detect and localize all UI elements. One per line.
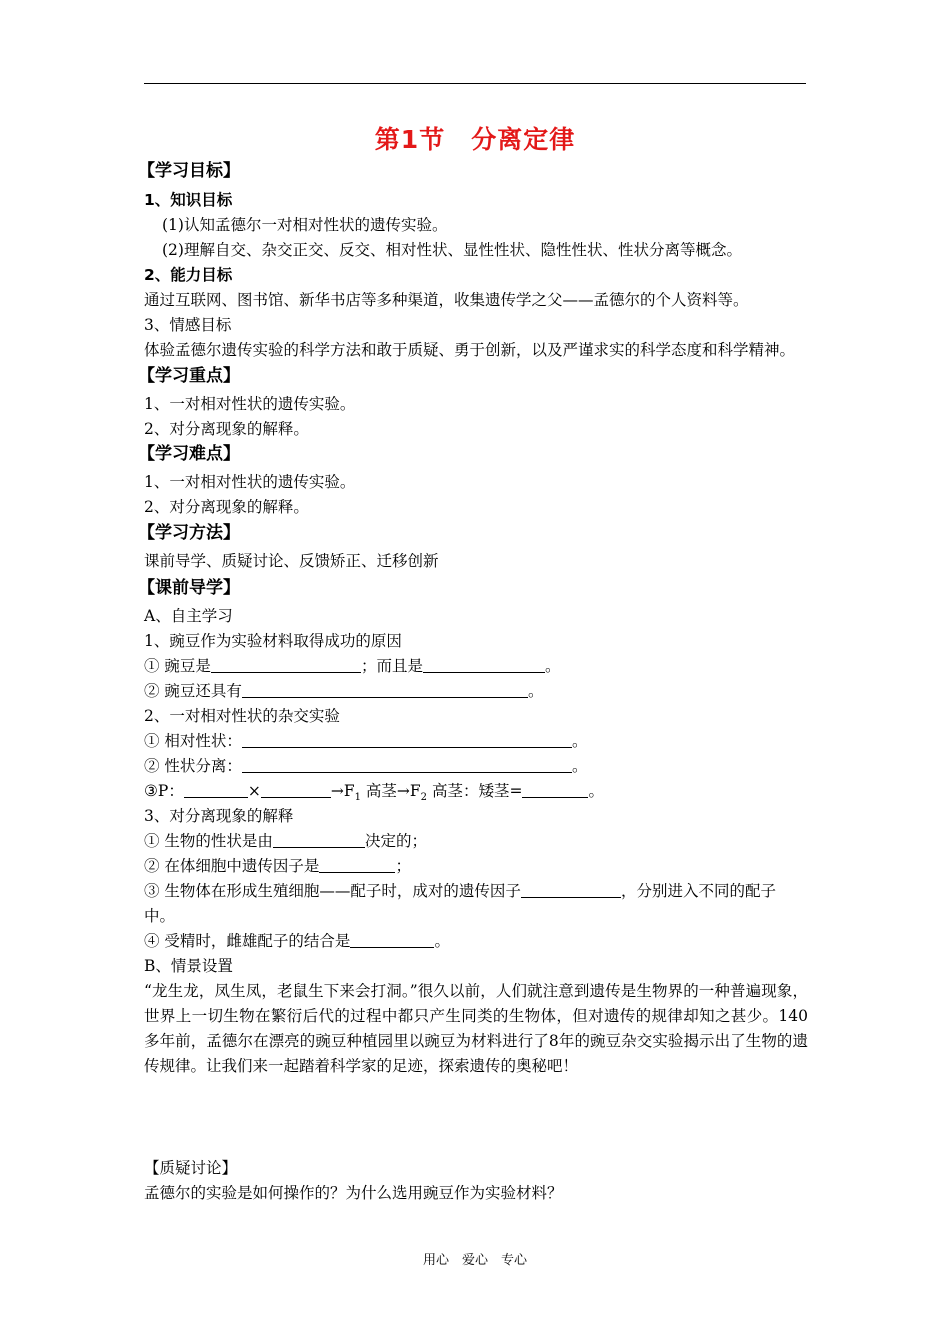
question-1b: ② 豌豆还具有 。 (144, 682, 544, 700)
question-2b: ② 性状分离： 。 (144, 757, 588, 775)
ability-goal-heading: 2、能力目标 (144, 266, 233, 284)
answer-blank[interactable] (521, 882, 621, 898)
question-3a: ① 生物的性状是由 决定的； (144, 832, 427, 850)
difficulty-2: 2、对分离现象的解释。 (144, 498, 309, 516)
key-points-heading: 【学习重点】 (138, 366, 240, 386)
answer-blank[interactable] (319, 857, 395, 873)
question-2c: ③P： × $\to F_1$ 高茎$\to F_2$ 高茎：矮茎= 。 (144, 782, 604, 804)
answer-blank[interactable] (184, 782, 248, 798)
answer-blank[interactable] (350, 932, 434, 948)
methods-heading: 【学习方法】 (138, 523, 240, 543)
preview-heading: 【课前导学】 (138, 578, 240, 598)
answer-blank[interactable] (211, 657, 361, 673)
key-point-1: 1、一对相对性状的遗传实验。 (144, 395, 356, 413)
knowledge-goal-1: (1)认知孟德尔一对相对性状的遗传实验。 (162, 216, 448, 234)
question-3b: ② 在体细胞中遗传因子是 ； (144, 857, 411, 875)
knowledge-goal-heading: 1、知识目标 (144, 191, 233, 209)
discussion-heading: 【质疑讨论】 (144, 1159, 238, 1177)
answer-blank[interactable] (273, 832, 365, 848)
scenario-paragraph: “龙生龙，凤生凤，老鼠生下来会打洞。”很久以前，人们就注意到遗传是生物界的一种普遍现象，世界上一切生物在繁衍后代的过程中都只产生同类的生物体，但对遗传的规律却知之甚少。140多年前，孟德尔在漂亮的豌豆种植园里以豌豆为材料进行了8年的豌豆杂交实验揭示出了生物的遗传规律。让我们来一起踏着科学家的足迹，探索遗传的奥秘吧！ (144, 982, 808, 1075)
key-point-2: 2、对分离现象的解释。 (144, 420, 309, 438)
answer-blank[interactable] (242, 732, 572, 748)
goals-heading: 【学习目标】 (138, 161, 240, 181)
scenario-heading: B、情景设置 (144, 957, 233, 975)
difficulty-1: 1、一对相对性状的遗传实验。 (144, 473, 356, 491)
emotion-goal-heading: 3、情感目标 (144, 316, 232, 334)
question-1: 1、豌豆作为实验材料取得成功的原因 (144, 632, 402, 650)
difficulties-heading: 【学习难点】 (138, 444, 240, 464)
question-3d: ④ 受精时，雌雄配子的结合是 。 (144, 932, 450, 950)
answer-blank[interactable] (261, 782, 331, 798)
question-3: 3、对分离现象的解释 (144, 807, 294, 825)
answer-blank[interactable] (242, 682, 528, 698)
question-3c-continued: 中。 (144, 907, 176, 925)
discussion-question: 孟德尔的实验是如何操作的？为什么选用豌豆作为实验材料？ (144, 1184, 563, 1202)
answer-blank[interactable] (423, 657, 545, 673)
answer-blank[interactable] (242, 757, 572, 773)
question-1a: ① 豌豆是 ；而且是 。 (144, 657, 561, 675)
emotion-goal-text: 体验孟德尔遗传实验的科学方法和敢于质疑、勇于创新，以及严谨求实的科学态度和科学精神。 (144, 341, 796, 359)
answer-blank[interactable] (522, 782, 588, 798)
header-rule (144, 83, 806, 84)
question-2: 2、一对相对性状的杂交实验 (144, 707, 340, 725)
question-3c: ③ 生物体在形成生殖细胞——配子时，成对的遗传因子 ，分别进入不同的配子 (144, 882, 776, 900)
knowledge-goal-2: (2)理解自交、杂交正交、反交、相对性状、显性性状、隐性性状、性状分离等概念。 (162, 241, 742, 259)
self-study-heading: A、自主学习 (144, 607, 233, 625)
question-2a: ① 相对性状： 。 (144, 732, 588, 750)
page-footer: 用心 爱心 专心 (422, 1253, 527, 1268)
methods-text: 课前导学、质疑讨论、反馈矫正、迁移创新 (144, 552, 439, 570)
page-title: 第1节 分离定律 (374, 125, 576, 154)
ability-goal-text: 通过互联网、图书馆、新华书店等多种渠道，收集遗传学之父——孟德尔的个人资料等。 (144, 291, 749, 309)
